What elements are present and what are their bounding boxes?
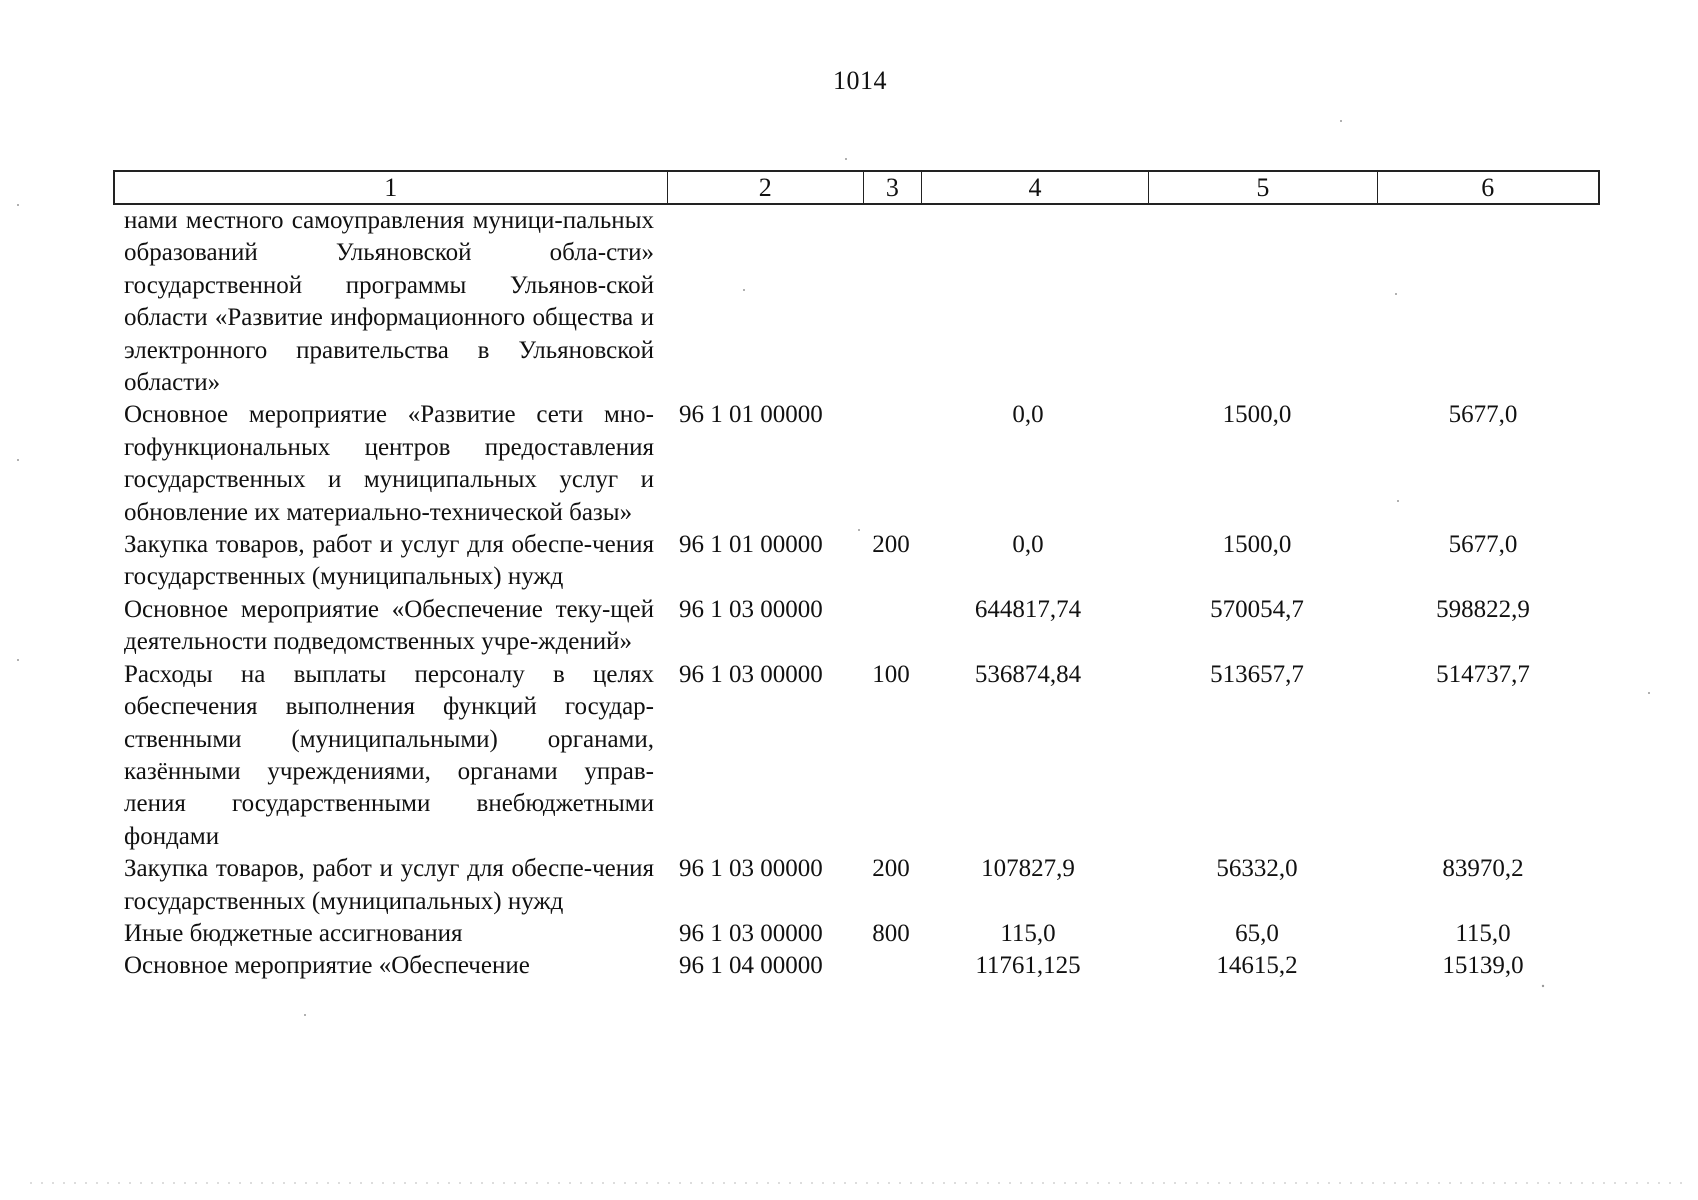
row-name: Расходы на выплаты персоналу в целях обеспечения выполнения функций государ-ственными (муниципальными) органами, казёнными учреждениями, органами управ-ления государственными внебюджетными фондами	[124, 660, 654, 850]
row-value-6: 5677,0	[1448, 531, 1518, 559]
row-name: Основное мероприятие «Развитие сети мно-гофункциональных центров предоставления государственных и муниципальных услуг и обновление их материально-технической базы»	[124, 401, 654, 526]
row-value-5: 65,0	[1235, 919, 1279, 947]
header-col-3: 3	[864, 172, 922, 203]
row-name: Основное мероприятие «Обеспечение теку-щей деятельности подведомственных учре-ждений»	[124, 595, 654, 656]
row-group: 200	[872, 855, 910, 883]
row-value-5: 1500,0	[1222, 531, 1292, 559]
row-value-6: 115,0	[1455, 919, 1511, 947]
header-col-6: 6	[1481, 173, 1495, 202]
header-col-4: 4	[922, 172, 1149, 203]
row-code: 96 1 01 00000	[679, 531, 823, 559]
row-value-4: 115,0	[1000, 919, 1056, 947]
row-code: 96 1 03 00000	[679, 660, 823, 688]
row-value-4: 11761,125	[975, 952, 1081, 980]
row-code: 96 1 03 00000	[679, 855, 823, 883]
row-value-4: 644817,74	[974, 595, 1082, 623]
row-value-6: 598822,9	[1436, 595, 1530, 623]
header-col-5: 5	[1149, 172, 1377, 203]
row-name: Закупка товаров, работ и услуг для обеспе-чения государственных (муниципальных) нужд	[124, 531, 654, 591]
row-group: 200	[872, 531, 910, 559]
row-value-5: 14615,2	[1216, 952, 1298, 980]
row-value-6: 83970,2	[1442, 855, 1524, 883]
row-value-4: 0,0	[1012, 401, 1044, 429]
header-col-1: 1	[115, 172, 668, 203]
row-value-6: 514737,7	[1436, 660, 1530, 688]
row-value-5: 56332,0	[1216, 855, 1298, 883]
row-name: нами местного самоуправления муници-пальных образований Ульяновской обла-сти» государственной программы Ульянов-ской области «Развитие информационного общества и электронного правительства в Ульяновской области»	[124, 207, 654, 397]
row-value-5: 1500,0	[1222, 401, 1292, 429]
row-code: 96 1 03 00000	[679, 919, 823, 947]
row-value-5: 570054,7	[1210, 595, 1304, 623]
row-code: 96 1 04 00000	[679, 952, 823, 980]
row-value-4: 107827,9	[981, 855, 1075, 883]
row-group: 100	[872, 660, 910, 688]
row-code: 96 1 01 00000	[679, 401, 823, 429]
page-number: 1014	[833, 66, 887, 95]
row-name: Закупка товаров, работ и услуг для обеспе-чения государственных (муниципальных) нужд	[124, 855, 654, 915]
row-code: 96 1 03 00000	[679, 595, 823, 623]
header-col-2: 2	[668, 172, 864, 203]
row-value-5: 513657,7	[1210, 660, 1304, 688]
row-value-4: 0,0	[1012, 531, 1044, 559]
row-name: Основное мероприятие «Обеспечение	[124, 952, 530, 980]
row-group: 800	[872, 919, 910, 947]
row-value-4: 536874,84	[974, 660, 1082, 688]
row-value-6: 5677,0	[1448, 401, 1518, 429]
row-value-6: 15139,0	[1442, 952, 1524, 980]
row-name: Иные бюджетные ассигнования	[124, 919, 463, 947]
